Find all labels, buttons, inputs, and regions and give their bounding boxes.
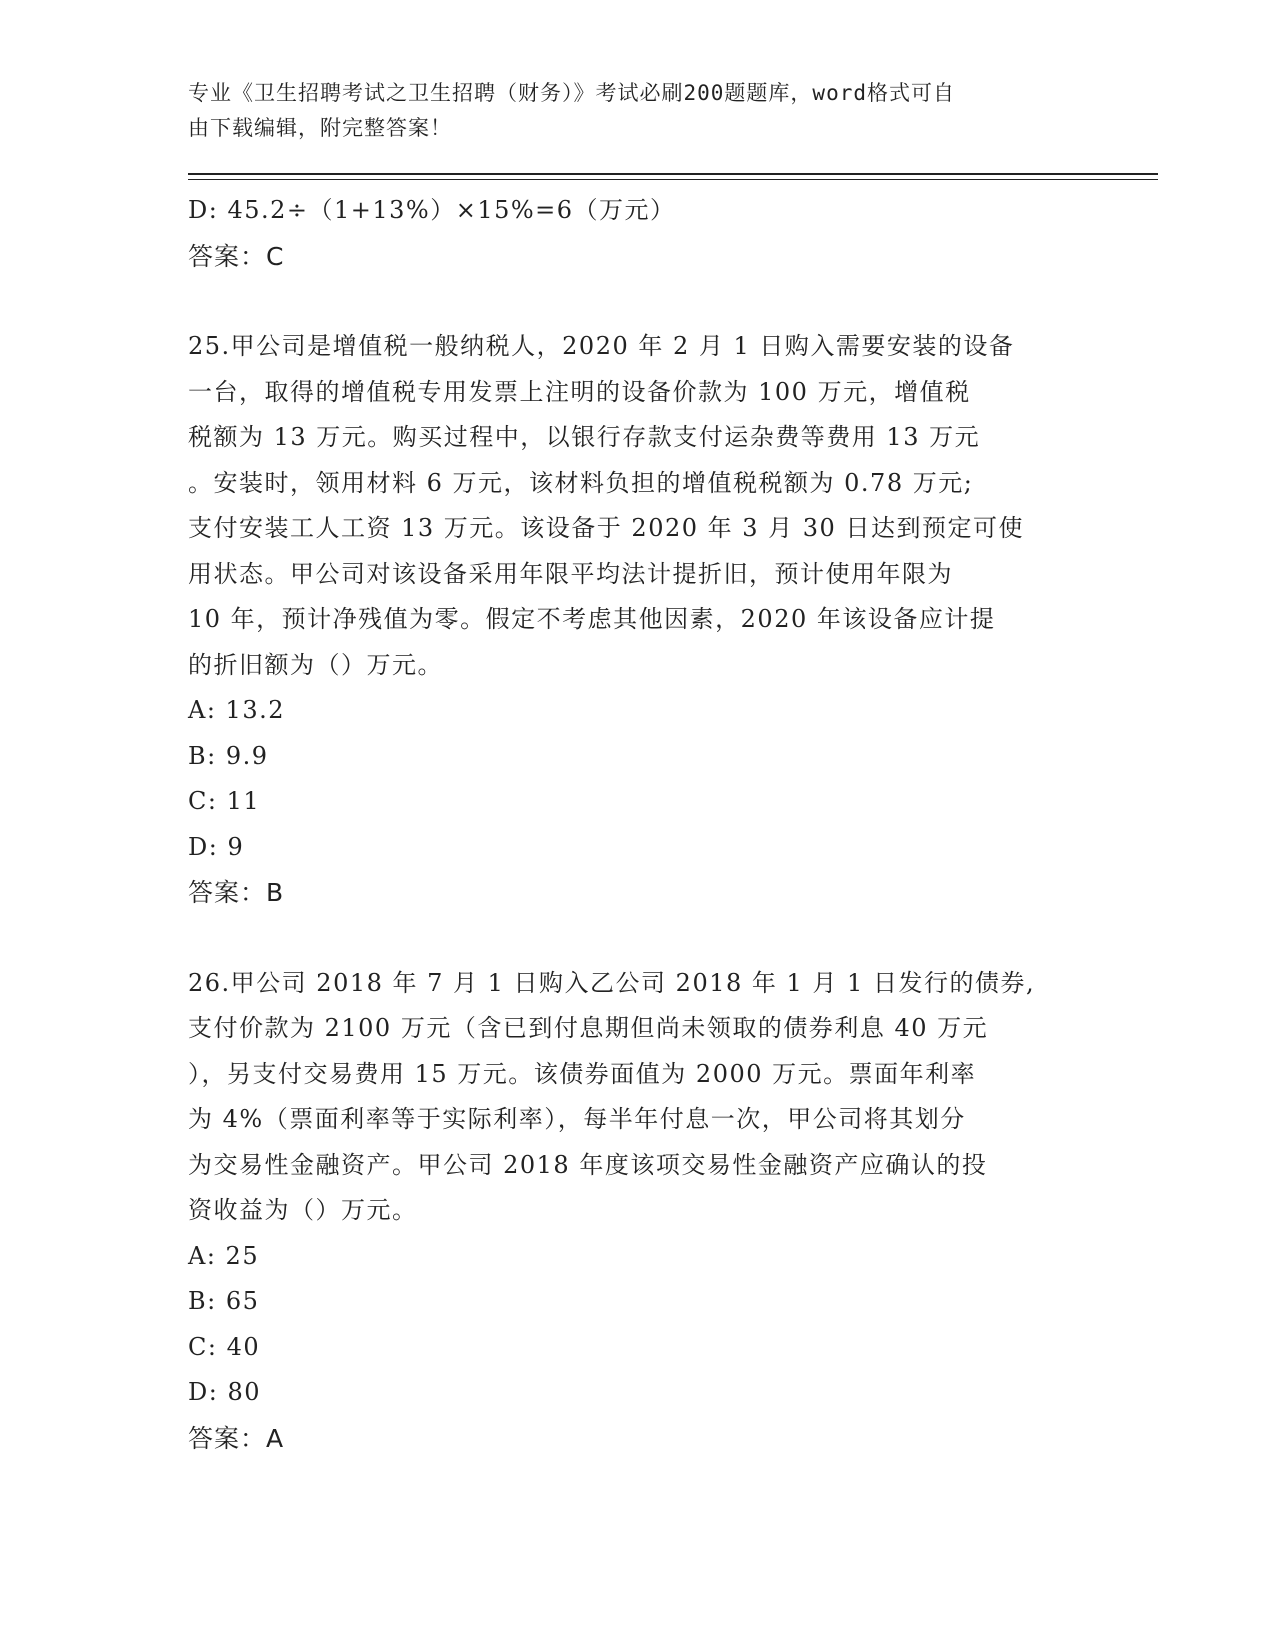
question-text-line: 的折旧额为（）万元。 [188,650,443,679]
answer-line: 答案：A [188,1423,285,1453]
question-26 [188,961,1088,1462]
question-text-line: 为交易性金融资产。甲公司 2018 年度该项交易性金融资产应确认的投 [188,1150,988,1179]
question-text-line: 一台，取得的增值税专用发票上注明的设备价款为 100 万元，增值税 [188,377,971,406]
option-a: A: 13.2 [188,696,285,724]
question-text-line: 用状态。甲公司对该设备采用年限平均法计提折旧，预计使用年限为 [188,559,953,588]
header-title-line-2: 由下载编辑，附完整答案！ [188,116,452,140]
option-b: B: 9.9 [188,741,269,770]
option-b: B: 65 [188,1287,260,1315]
question-text-line: 26.甲公司 2018 年 7 月 1 日购入乙公司 2018 年 1 月 1 日发行的债券, [188,968,1036,997]
option-c: C: 40 [188,1332,261,1361]
question-text-line: 25.甲公司是增值税一般纳税人，2020 年 2 月 1 日购入需要安装的设备 [188,332,1015,360]
option-d: D: 9 [188,832,245,861]
question-text-line: 10 年，预计净残值为零。假定不考虑其他因素，2020 年该设备应计提 [188,605,996,633]
option-c: C: 11 [188,787,261,815]
question-text-line: 资收益为（）万元。 [188,1196,418,1224]
spacer [188,916,1088,961]
question-text-line: 支付安装工人工资 13 万元。该设备于 2020 年 3 月 30 日达到预定可使 [188,514,1024,542]
header-divider-thick [188,173,1158,175]
option-d: D: 80 [188,1378,261,1406]
answer-line: 答案：C [188,241,285,271]
question-text-line: ），另支付交易费用 15 万元。该债券面值为 2000 万元。票面年利率 [188,1059,977,1088]
question-text-line: 支付价款为 2100 万元（含已到付息期但尚未领取的债券利息 40 万元 [188,1014,989,1042]
header-title-line-1: 专业《卫生招聘考试之卫生招聘（财务）》考试必刷200题题库，word格式可自 [188,81,955,105]
header-divider-thin [188,179,1158,180]
spacer [188,279,1088,324]
option-d: D: 45.2÷（1+13%）×15%=6（万元） [188,196,676,224]
previous-question [188,188,1088,279]
question-25 [188,324,1088,916]
option-a: A: 25 [188,1241,260,1270]
question-text-line: 税额为 13 万元。购买过程中，以银行存款支付运杂费等费用 13 万元 [188,423,981,451]
question-text-line: 为 4%（票面利率等于实际利率），每半年付息一次，甲公司将其划分 [188,1105,966,1133]
document-header [188,76,1068,146]
question-text-line: 。安装时，领用材料 6 万元，该材料负担的增值税税额为 0.78 万元; [188,468,974,497]
question-body [188,188,1088,1461]
answer-line: 答案：B [188,878,285,907]
